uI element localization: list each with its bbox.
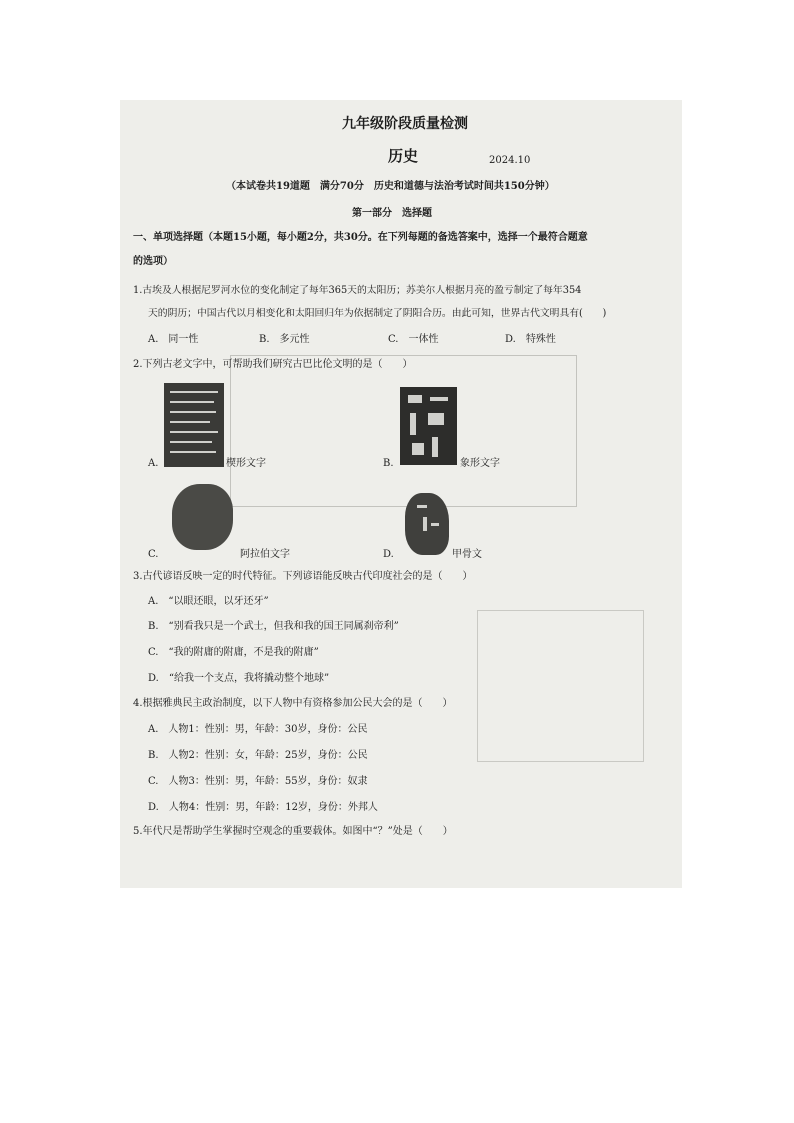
q4-option-a[interactable]: A. 人物1：性别：男，年龄：30岁，身份：公民 xyxy=(148,724,368,735)
hieroglyph-image xyxy=(400,387,457,465)
q5-stem: 5.年代尺是帮助学生掌握时空观念的重要载体。如图中“？”处是（ ） xyxy=(133,826,453,837)
q4-stem: 4.根据雅典民主政治制度，以下人物中有资格参加公民大会的是（ ） xyxy=(133,698,453,709)
q2-option-a-caption: 楔形文字 xyxy=(226,458,266,469)
section-heading-cont: 的选项） xyxy=(133,256,173,267)
subject-title: 历史 xyxy=(388,147,419,165)
q2-option-c-letter[interactable]: C. xyxy=(148,549,159,560)
q3-option-a[interactable]: A. “以眼还眼，以牙还牙” xyxy=(148,596,269,607)
q3-option-c[interactable]: C. “我的附庸的附庸，不是我的附庸” xyxy=(148,647,319,658)
q2-option-d-caption: 甲骨文 xyxy=(452,549,482,560)
q1-option-c[interactable]: C. 一体性 xyxy=(388,334,439,345)
q1-option-d[interactable]: D. 特殊性 xyxy=(505,334,556,345)
q1-option-b[interactable]: B. 多元性 xyxy=(259,334,310,345)
exam-note: （本试卷共19道题 满分70分 历史和道德与法治考试时间共150分钟） xyxy=(226,181,555,192)
exam-title: 九年级阶段质量检测 xyxy=(342,116,468,132)
section-heading: 一、单项选择题（本题15小题，每小题2分，共30分。在下列每题的备选答案中，选择一个最符合题意 xyxy=(133,232,588,243)
part-heading: 第一部分 选择题 xyxy=(352,208,432,219)
q4-option-c[interactable]: C. 人物3：性别：男，年龄：55岁，身份：奴隶 xyxy=(148,776,368,787)
q4-option-b[interactable]: B. 人物2：性别：女，年龄：25岁，身份：公民 xyxy=(148,750,368,761)
q3-option-b[interactable]: B. “别看我只是一个武士，但我和我的国王同属刹帝利” xyxy=(148,621,399,632)
bleed-through-table xyxy=(477,610,644,762)
q1-stem-cont: 天的阴历；中国古代以月相变化和太阳回归年为依据制定了阴阳合历。由此可知，世界古代文明具有( ) xyxy=(148,308,607,319)
oracle-bone-image xyxy=(405,493,449,555)
q2-stem: 2.下列古老文字中，可帮助我们研究古巴比伦文明的是（ ） xyxy=(133,359,413,370)
q2-option-d-letter[interactable]: D. xyxy=(383,549,394,560)
q3-stem: 3.古代谚语反映一定的时代特征。下列谚语能反映古代印度社会的是（ ） xyxy=(133,571,473,582)
q3-option-d[interactable]: D. “给我一个支点，我将撬动整个地球” xyxy=(148,673,330,684)
cuneiform-tablet-image xyxy=(164,383,224,467)
stone-fragment-image xyxy=(172,484,233,550)
q2-option-b-caption: 象形文字 xyxy=(460,458,500,469)
q2-option-c-caption: 阿拉伯文字 xyxy=(240,549,290,560)
q2-option-b-letter[interactable]: B. xyxy=(383,458,394,469)
q2-option-a-letter[interactable]: A. xyxy=(148,458,159,469)
exam-date: 2024.10 xyxy=(489,155,531,166)
q1-stem: 1.古埃及人根据尼罗河水位的变化制定了每年365天的太阳历；苏美尔人根据月亮的盈亏制定了每年354 xyxy=(133,285,582,296)
q4-option-d[interactable]: D. 人物4：性别：男，年龄：12岁，身份：外邦人 xyxy=(148,802,378,813)
q1-option-a[interactable]: A. 同一性 xyxy=(148,334,199,345)
